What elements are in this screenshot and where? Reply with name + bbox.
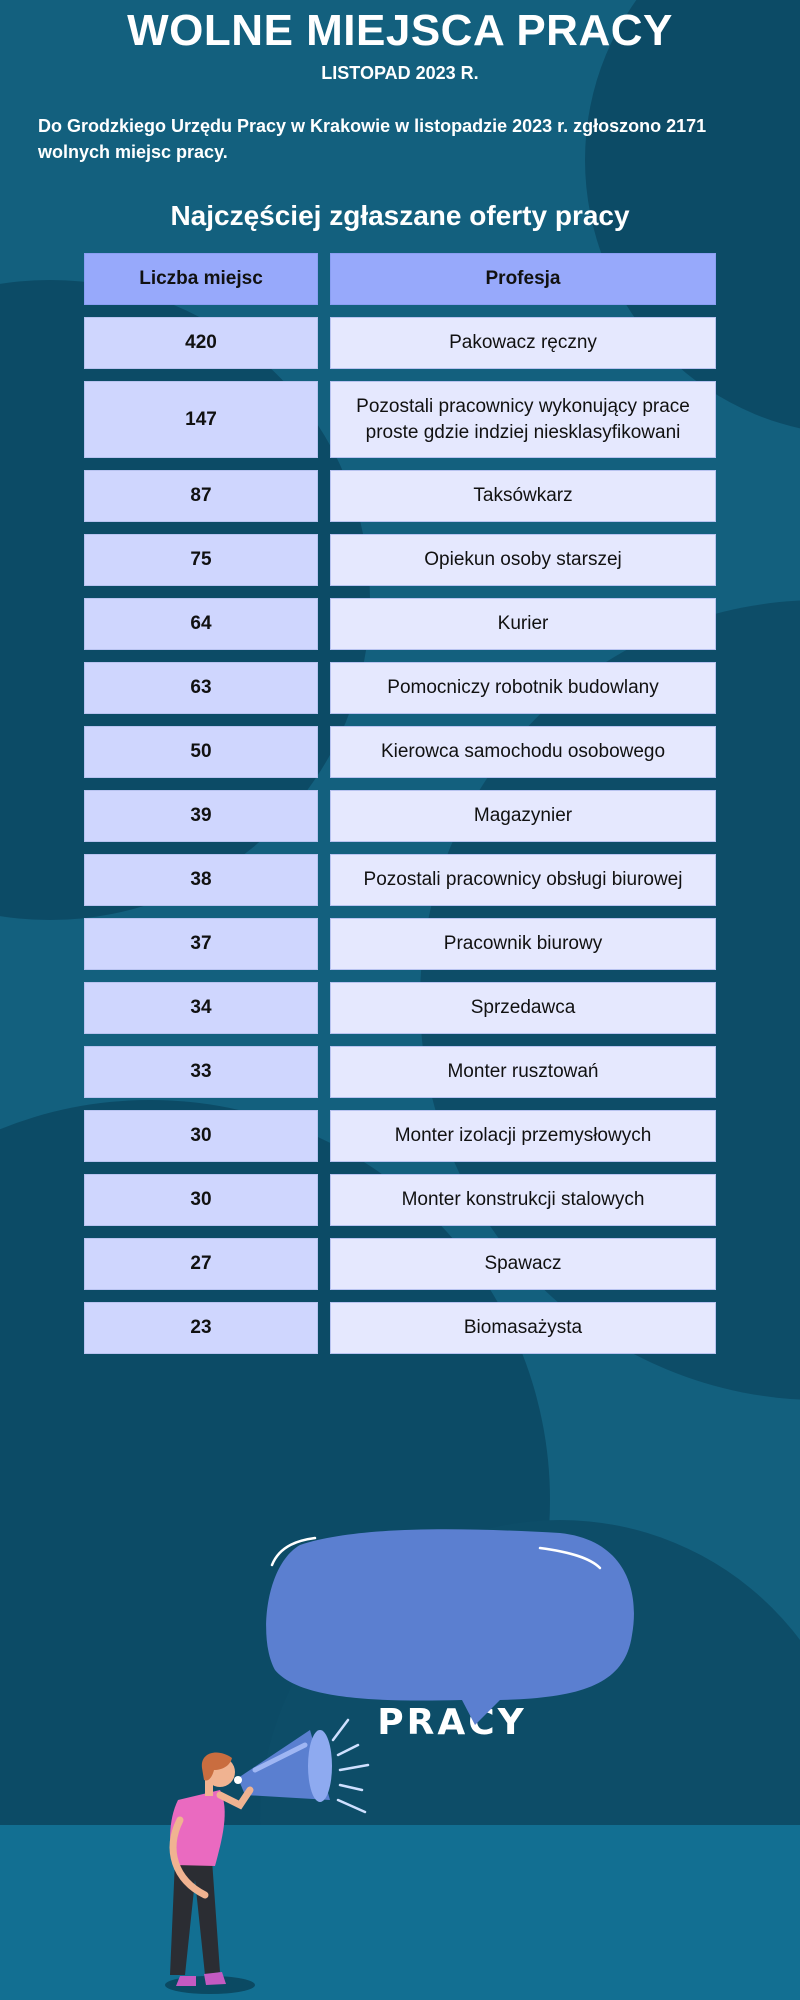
profession-cell: Monter izolacji przemysłowych <box>330 1110 716 1162</box>
profession-cell: Sprzedawca <box>330 982 716 1034</box>
speech-bubble-icon <box>266 1529 634 1725</box>
count-cell: 33 <box>84 1046 318 1098</box>
profession-cell: Pozostali pracownicy obsługi biurowej <box>330 854 716 906</box>
count-cell: 27 <box>84 1238 318 1290</box>
profession-cell: Taksówkarz <box>330 470 716 522</box>
count-cell: 39 <box>84 790 318 842</box>
count-cell: 30 <box>84 1174 318 1226</box>
count-cell: 50 <box>84 726 318 778</box>
profession-cell: Kierowca samochodu osobowego <box>330 726 716 778</box>
page-title: WOLNE MIEJSCA PRACY <box>127 6 673 55</box>
count-cell: 75 <box>84 534 318 586</box>
person-icon <box>165 1753 255 1994</box>
profession-cell: Pomocniczy robotnik budowlany <box>330 662 716 714</box>
profession-cell: Magazynier <box>330 790 716 842</box>
bubble-text-line2: PRACY <box>377 1702 527 1743</box>
profession-cell: Monter rusztowań <box>330 1046 716 1098</box>
profession-cell: Biomasażysta <box>330 1302 716 1354</box>
count-cell: 63 <box>84 662 318 714</box>
count-cell: 37 <box>84 918 318 970</box>
count-cell: 64 <box>84 598 318 650</box>
profession-cell: Opiekun osoby starszej <box>330 534 716 586</box>
profession-cell: Pracownik biurowy <box>330 918 716 970</box>
count-cell: 87 <box>84 470 318 522</box>
count-cell: 147 <box>84 381 318 458</box>
count-cell: 38 <box>84 854 318 906</box>
header-count: Liczba miejsc <box>84 253 318 305</box>
count-cell: 420 <box>84 317 318 369</box>
page-subtitle: LISTOPAD 2023 R. <box>321 63 479 83</box>
profession-cell: Pozostali pracownicy wykonujący prace proste gdzie indziej niesklasyfikowani <box>330 381 716 458</box>
header-profession: Profesja <box>330 253 716 305</box>
megaphone-icon <box>238 1720 368 1812</box>
table-title: Najczęściej zgłaszane oferty pracy <box>170 200 630 231</box>
profession-cell: Monter konstrukcji stalowych <box>330 1174 716 1226</box>
profession-cell: Spawacz <box>330 1238 716 1290</box>
profession-cell: Pakowacz ręczny <box>330 317 716 369</box>
count-cell: 30 <box>84 1110 318 1162</box>
count-cell: 23 <box>84 1302 318 1354</box>
count-cell: 34 <box>84 982 318 1034</box>
intro-text: Do Grodzkiego Urzędu Pracy w Krakowie w listopadzie 2023 r. zgłoszono 2171 wolnych miejsc pracy. <box>38 116 707 162</box>
profession-cell: Kurier <box>330 598 716 650</box>
